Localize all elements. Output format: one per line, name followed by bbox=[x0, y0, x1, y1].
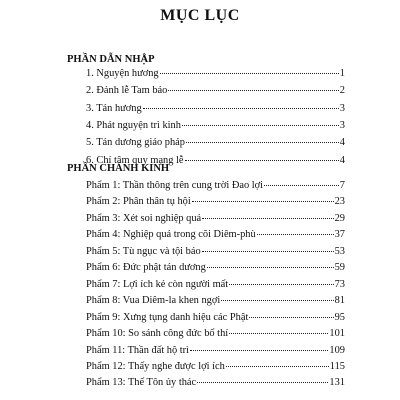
toc-entry-label: Phẩm 1: Thần thông trên cung trời Đao lợi bbox=[86, 180, 264, 191]
dot-leader bbox=[190, 350, 328, 351]
dot-leader bbox=[168, 90, 338, 91]
toc-entry-label: Phẩm 9: Xưng tụng danh hiệu các Phật bbox=[86, 311, 249, 323]
toc-entry-page-number: 3 bbox=[339, 119, 345, 131]
toc-entry-page-number: 7 bbox=[339, 180, 345, 191]
toc-entry-label: Phẩm 2: Phân thân tụ hội bbox=[86, 196, 191, 208]
toc-entry[interactable] bbox=[86, 261, 345, 274]
toc-entry-label: 2. Đảnh lễ Tam bảo bbox=[86, 85, 168, 97]
toc-entry[interactable] bbox=[86, 84, 345, 97]
toc-entry-label: Phẩm 3: Xét soi nghiệp quả bbox=[86, 212, 202, 224]
dot-leader bbox=[143, 108, 339, 109]
dot-leader bbox=[257, 234, 334, 235]
toc-entry-page-number: 23 bbox=[334, 196, 345, 208]
toc-entry-label: 4. Phát nguyện trì kinh bbox=[86, 119, 181, 131]
toc-entry[interactable] bbox=[86, 67, 345, 80]
toc-entry[interactable] bbox=[86, 245, 345, 258]
toc-entry-page-number: 4 bbox=[339, 137, 345, 149]
dot-leader bbox=[221, 300, 333, 301]
toc-entry-label: Phẩm 6: Đức phật tán dương bbox=[86, 262, 206, 274]
toc-entry-label: 6. Chí tâm quy mạng lễ bbox=[86, 154, 184, 166]
toc-entry[interactable] bbox=[86, 278, 345, 291]
toc-entry-page-number: 115 bbox=[329, 360, 345, 372]
toc-entry[interactable] bbox=[86, 212, 345, 225]
dot-leader bbox=[192, 201, 334, 202]
toc-entry[interactable] bbox=[86, 360, 345, 373]
toc-entry-page-number: 73 bbox=[334, 278, 345, 290]
toc-entry-label: 3. Tán hương bbox=[86, 102, 142, 114]
page-title: MỤC LỤC bbox=[160, 7, 240, 24]
toc-entry-label: 5. Tán dương giáo pháp bbox=[86, 137, 185, 149]
toc-entry-page-number: 29 bbox=[334, 212, 345, 224]
toc-entry-label: Phẩm 8: Vua Diêm-la khen ngợi bbox=[86, 295, 221, 307]
dot-leader bbox=[160, 73, 339, 74]
section-heading-main: PHẦN CHÁNH KINH bbox=[67, 163, 170, 174]
toc-entry-label: Phẩm 5: Tù ngục và tội báo bbox=[86, 245, 201, 257]
toc-entry-page-number: 81 bbox=[334, 295, 345, 307]
dot-leader bbox=[202, 251, 334, 252]
toc-entry-label: Phẩm 7: Lợi ích kẻ còn người mất bbox=[86, 278, 229, 290]
dot-leader bbox=[182, 125, 339, 126]
toc-entry-label: Phẩm 11: Thần đất hộ trì bbox=[86, 344, 190, 356]
toc-entry-page-number: 3 bbox=[339, 102, 345, 114]
dot-leader bbox=[202, 218, 333, 219]
toc-entry-label: Phẩm 10: So sánh công đức bố thí bbox=[86, 328, 229, 340]
toc-entry-page-number: 109 bbox=[329, 344, 345, 356]
toc-entry[interactable] bbox=[86, 311, 345, 324]
dot-leader bbox=[226, 366, 329, 367]
toc-entry-page-number: 59 bbox=[334, 262, 345, 274]
toc-entry-label: Phẩm 4: Nghiệp quả trong cõi Diêm-phù bbox=[86, 229, 256, 241]
toc-entry[interactable] bbox=[86, 294, 345, 307]
toc-entry-page-number: 131 bbox=[329, 377, 345, 389]
toc-entry[interactable] bbox=[86, 102, 345, 115]
toc-entry[interactable] bbox=[86, 195, 345, 208]
dot-leader bbox=[185, 160, 339, 161]
toc-entry-page-number: 101 bbox=[329, 328, 345, 340]
toc-entry[interactable] bbox=[86, 327, 345, 340]
toc-entry[interactable] bbox=[86, 376, 345, 389]
toc-entry-page-number: 53 bbox=[334, 245, 345, 257]
toc-entry-page-number: 95 bbox=[334, 311, 345, 323]
toc-entry-page-number: 1 bbox=[339, 68, 345, 79]
toc-entry-label: Phẩm 12: Thấy nghe được lợi ích bbox=[86, 360, 225, 372]
toc-entry[interactable] bbox=[86, 228, 345, 241]
dot-leader bbox=[229, 284, 333, 285]
toc-entry[interactable] bbox=[86, 136, 345, 149]
toc-entry[interactable] bbox=[86, 344, 345, 357]
dot-leader bbox=[197, 382, 328, 383]
toc-entry[interactable] bbox=[86, 179, 345, 192]
dot-leader bbox=[229, 333, 328, 334]
toc-entry-label: 1. Nguyện hương bbox=[86, 68, 159, 79]
toc-entry[interactable] bbox=[86, 154, 345, 167]
dot-leader bbox=[249, 317, 333, 318]
dot-leader bbox=[186, 142, 339, 143]
toc-entry[interactable] bbox=[86, 119, 345, 132]
dot-leader bbox=[207, 267, 334, 268]
toc-entry-page-number: 37 bbox=[334, 229, 345, 241]
toc-entry-label: Phẩm 13: Thế Tôn ủy thác bbox=[86, 377, 197, 389]
toc-entry-page-number: 4 bbox=[339, 154, 345, 166]
toc-entry-page-number: 2 bbox=[339, 85, 345, 97]
dot-leader bbox=[264, 185, 339, 186]
section-heading-intro: PHẦN DẪN NHẬP bbox=[67, 54, 155, 65]
